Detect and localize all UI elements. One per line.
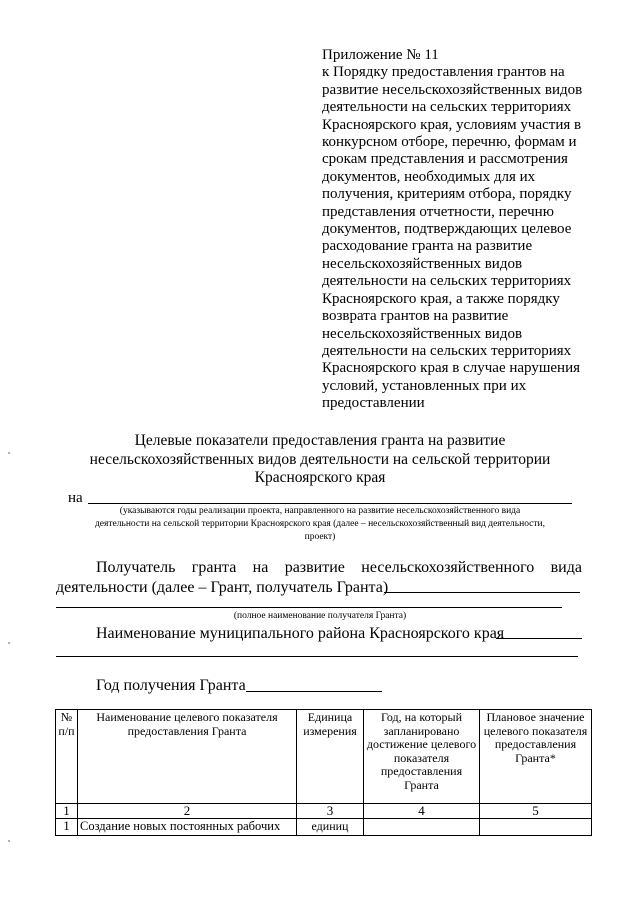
appendix-line: развитие несельскохозяйственных видов: [322, 81, 583, 98]
appendix-line: предоставлении: [322, 395, 425, 412]
appendix-line: расходование гранта на развитие: [322, 238, 533, 255]
document-title: [40, 432, 600, 488]
column-number: 3: [297, 804, 364, 819]
period-note-line: деятельности на сельской территории Красноярского края (далее – несельскохозяйственный вид деятельности,: [94, 519, 546, 529]
appendix-line: Красноярского края, а также порядку: [322, 290, 560, 307]
column-number: 4: [364, 804, 480, 819]
grant-year-blank-line[interactable]: [246, 691, 382, 692]
recipient-line-1: [96, 558, 582, 578]
appendix-line: срокам представления и рассмотрения: [322, 151, 568, 168]
recipient-blank-line[interactable]: [384, 592, 580, 593]
appendix-line: деятельности на сельских территориях: [322, 342, 572, 359]
recipient-word: Получатель: [96, 559, 176, 576]
period-note: [40, 505, 600, 544]
recipient-word: вида: [550, 559, 582, 576]
row-unit: единиц: [297, 819, 364, 836]
appendix-line: конкурсном отборе, перечню, формам и: [322, 134, 577, 151]
column-number: 2: [78, 804, 297, 819]
row-number: 1: [56, 819, 78, 836]
appendix-line: возврата грантов на развитие: [322, 308, 509, 325]
header-target-year: Год, на который запланировано достижение целевого показателя предоставления Гранта: [364, 710, 480, 804]
header-number: № п/п: [56, 710, 78, 804]
municipality-blank-line[interactable]: [496, 638, 582, 639]
appendix-line: Красноярского края, условиям участия в: [322, 116, 582, 133]
column-number: 5: [480, 804, 592, 819]
appendix-line: Красноярского края в случае нарушения: [322, 360, 581, 377]
appendix-line: получения, критериям отбора, порядку: [322, 186, 572, 203]
appendix-line: деятельности на сельских территориях: [322, 99, 572, 116]
title-line: Красноярского края: [254, 469, 386, 486]
municipality-name-line[interactable]: [56, 656, 578, 657]
appendix-line: документов, подтверждающих целевое: [322, 221, 572, 238]
title-line: несельскохозяйственных видов деятельности на сельской территории: [89, 450, 551, 468]
table-numbering-row: [56, 804, 592, 819]
recipient-word: на: [252, 559, 269, 576]
scan-speck: [8, 840, 10, 842]
appendix-line: несельскохозяйственных видов: [322, 325, 523, 342]
recipient-note: (полное наименование получателя Гранта): [233, 611, 407, 621]
table-header-row: [56, 710, 592, 804]
column-number: 1: [56, 804, 78, 819]
grant-year-label: Год получения Гранта: [96, 677, 246, 694]
appendix-line: условий, установленных при их: [322, 377, 527, 394]
municipality-label: Наименование муниципального района Красноярского края: [96, 625, 505, 642]
row-target-year[interactable]: [364, 819, 480, 836]
recipient-word: несельскохозяйственного: [361, 559, 535, 576]
recipient-word: гранта: [191, 559, 237, 576]
period-blank-line[interactable]: [88, 503, 572, 504]
period-prefix: на: [68, 490, 83, 506]
row-planned-value[interactable]: [480, 819, 592, 836]
table-row: [56, 819, 592, 836]
appendix-line: документов, необходимых для их: [322, 168, 536, 185]
period-note-line: (указываются годы реализации проекта, направленного на развитие несельскохозяйственного вида: [119, 506, 521, 516]
appendix-line: деятельности на сельских территориях: [322, 273, 572, 290]
row-indicator-name: Создание новых постоянных рабочих: [78, 819, 297, 836]
appendix-line: представления отчетности, перечню: [322, 203, 554, 220]
period-note-line: проект): [304, 532, 336, 542]
indicators-table: [55, 709, 592, 836]
appendix-header: [322, 47, 622, 413]
scan-speck: [8, 642, 10, 644]
title-line: Целевые показатели предоставления гранта на развитие: [134, 432, 506, 449]
header-planned-value: Плановое значение целевого показателя предоставления Гранта*: [480, 710, 592, 804]
recipient-name-line[interactable]: [56, 607, 562, 608]
header-indicator-name: Наименование целевого показателя предоставления Гранта: [78, 710, 297, 804]
scan-speck: [8, 452, 10, 454]
appendix-line: к Порядку предоставления грантов на: [322, 64, 565, 81]
recipient-line-2: деятельности (далее – Грант, получатель Гранта): [56, 579, 389, 596]
recipient-word: развитие: [284, 559, 345, 576]
appendix-line: Приложение № 11: [322, 47, 439, 63]
header-unit: Единица измерения: [297, 710, 364, 804]
appendix-line: несельскохозяйственных видов: [322, 255, 523, 272]
